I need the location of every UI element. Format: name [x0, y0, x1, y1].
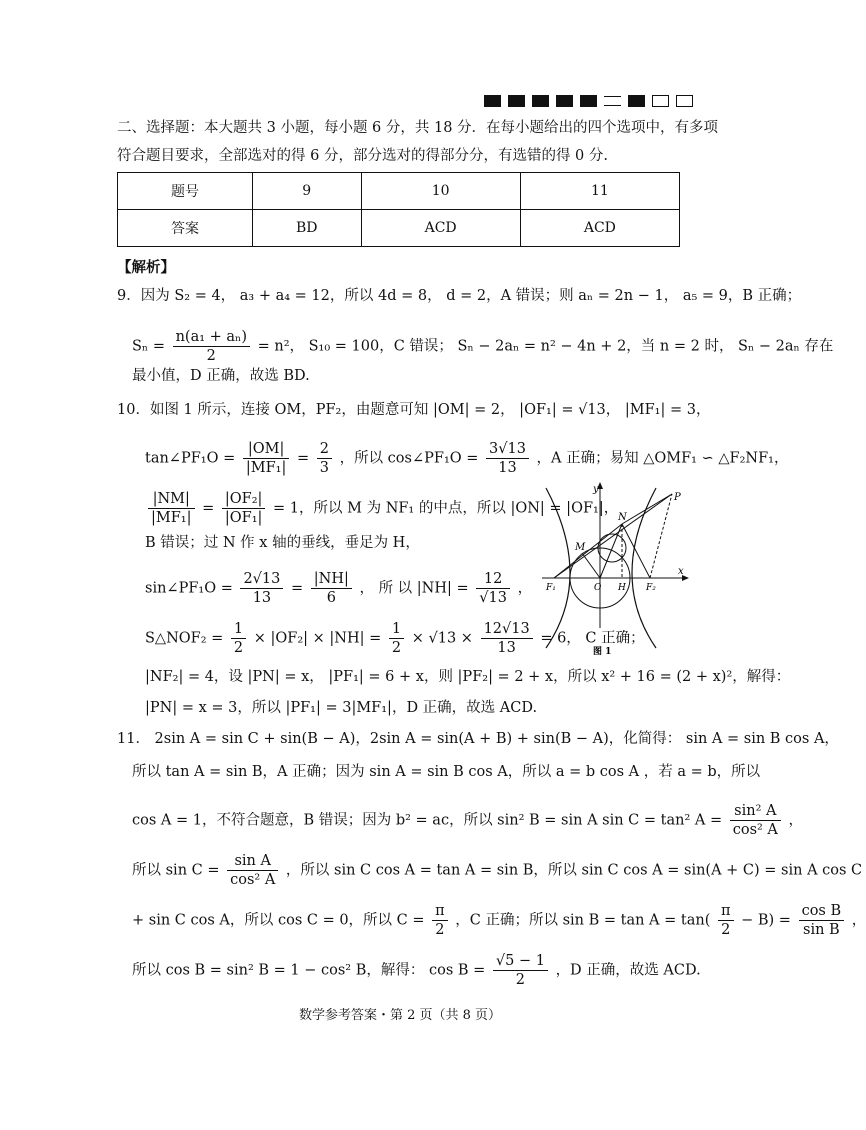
numerator: 1	[231, 620, 246, 639]
table-cell: 9	[253, 173, 362, 210]
q11-text: ，C 正确；所以 sin B = tan A = tan(	[455, 912, 711, 929]
fraction	[173, 328, 250, 365]
mark-filled	[628, 95, 645, 107]
q10-line7: |NF₂| = 4，设 |PN| = x， |PF₁| = 6 + x，则 |PF₂| = 2 + x，所以 x² + 16 = (2 + x)²，解得：	[145, 669, 791, 685]
numerator: √5 − 1	[493, 952, 548, 971]
q11-text: ，D 正确，故选 ACD.	[555, 962, 701, 979]
denominator: 2	[721, 922, 731, 938]
numerator: |OF₂|	[222, 490, 266, 509]
fraction	[311, 570, 352, 607]
label-x: x	[678, 566, 684, 577]
denominator: |OF₁|	[224, 510, 263, 526]
q10-text: S△NOF₂ =	[145, 630, 224, 647]
page-footer: 数学参考答案・第 2 页（共 8 页）	[298, 1008, 502, 1023]
numerator: 12√13	[481, 620, 533, 639]
mark-open	[676, 95, 693, 107]
q10-text: ，	[517, 580, 533, 597]
table-cell: 11	[520, 173, 679, 210]
mark-open	[652, 95, 669, 107]
q9-line3: 最小值，D 正确，故选 BD.	[132, 368, 310, 384]
fraction	[243, 440, 290, 477]
q11-text: + sin C cos A，所以 cos C = 0，所以 C =	[132, 912, 425, 929]
q11-line3	[132, 802, 803, 839]
q10-line8: |PN| = x = 3，所以 |PF₁| = 3|MF₁|，D 正确，故选 ACD.	[145, 700, 538, 716]
table-cell: ACD	[520, 210, 679, 247]
section-title-line1: 二、选择题：本大题共 3 小题，每小题 6 分，共 18 分．在每小题给出的四个选项中，有多项	[117, 120, 719, 136]
label-h: H	[618, 583, 626, 593]
label-n: N	[618, 512, 627, 523]
mark-filled	[508, 95, 525, 107]
table-cell: ACD	[361, 210, 520, 247]
fraction	[222, 490, 266, 527]
q11-text: 所以 sin C =	[132, 862, 220, 879]
q10-text: ，所以 cos∠PF₁O =	[339, 450, 479, 467]
denominator: |MF₁|	[245, 460, 287, 476]
q11-line5	[132, 902, 866, 939]
fraction	[493, 952, 548, 989]
denominator: cos² A	[732, 822, 778, 838]
analysis-label: 【解析】	[117, 259, 175, 276]
table-cell: 10	[361, 173, 520, 210]
q10-line1: 10．如图 1 所示，连接 OM，PF₂，由题意可知 |OM| = 2， |OF₁| = √13， |MF₁| = 3，	[117, 402, 711, 418]
line-n-f2	[622, 524, 650, 578]
q10-line2	[145, 440, 788, 477]
numerator: 1	[389, 620, 404, 639]
table-row	[118, 173, 680, 210]
numerator: sin² A	[730, 802, 781, 821]
numerator: 2√13	[240, 570, 283, 589]
numerator: n(a₁ + aₙ)	[173, 328, 250, 347]
denominator: 2	[206, 348, 216, 364]
q11-line2: 所以 tan A = sin B，A 正确；因为 sin A = sin B cos A，所以 a = b cos A ，若 a = b，所以	[132, 764, 761, 780]
denominator: 2	[435, 922, 445, 938]
q10-line5: sin∠PF₁O = $\frac{2√13}{13}$ = $\frac{|NH|}{6}$ ， 所 以 |NH| = $\frac{12}{√13}$ ，	[145, 571, 533, 606]
q10-text: ， 所 以 |NH| =	[359, 580, 469, 597]
q10-text: × √13 ×	[411, 630, 473, 647]
q10-text: = 6， C 正确；	[540, 630, 645, 647]
q11-line1: 11． 2sin A = sin C + sin(B − A)，2sin A = sin(A + B) + sin(B − A)，化简得： sin A = sin B cos A，	[117, 731, 839, 747]
mark-filled	[532, 95, 549, 107]
table-cell: BD	[253, 210, 362, 247]
q11-text: ，所以 sin C cos A = tan A = sin B，所以 sin C cos A = sin(A + C) = sin A cos C	[285, 862, 863, 879]
q10-text: tan∠PF₁O =	[145, 450, 236, 467]
section-title-line2: 符合题目要求，全部选对的得 6 分，部分选对的得部分分，有选错的得 0 分.	[117, 148, 608, 164]
line-o-m	[582, 553, 600, 578]
numerator: 3√13	[486, 440, 529, 459]
fraction	[486, 440, 529, 477]
q10-line4: B 错误；过 N 作 x 轴的垂线，垂足为 H，	[145, 535, 420, 551]
denominator: |MF₁|	[151, 510, 192, 526]
fraction	[476, 570, 510, 607]
q9-line1: 9．因为 S₂ = 4， a₃ + a₄ = 12，所以 4d = 8， d = 2，A 错误；则 aₙ = 2n − 1， a₅ = 9，B 正确；	[117, 288, 802, 304]
denominator: 2	[391, 640, 402, 656]
label-o: O	[594, 583, 602, 593]
q11-text: − B) =	[741, 912, 791, 929]
header-marks	[484, 94, 693, 108]
q11-text: ，	[851, 912, 866, 929]
label-y: y	[593, 484, 599, 495]
fraction	[148, 490, 195, 527]
numerator: cos B	[799, 902, 845, 921]
numerator: π	[432, 902, 448, 921]
denominator: sin B	[803, 922, 840, 938]
numerator: 2	[317, 440, 332, 459]
q9-line2	[132, 328, 833, 365]
q11-line4	[132, 852, 862, 889]
label-p: P	[674, 492, 681, 503]
mark-filled	[556, 95, 573, 107]
answer-table	[117, 172, 680, 247]
fraction	[227, 852, 278, 889]
q11-text: cos A = 1，不符合题意，B 错误；因为 b² = ac，所以 sin² B = sin A sin C = tan² A =	[132, 812, 723, 829]
q9-text: Sₙ =	[132, 338, 165, 355]
q11-line6	[132, 952, 701, 989]
denominator: cos² A	[230, 872, 276, 888]
numerator: π	[718, 902, 734, 921]
denominator: 13	[252, 590, 272, 606]
numerator: 12	[476, 570, 510, 589]
line-n-p	[622, 494, 672, 524]
line-f1-p	[554, 494, 672, 578]
fraction	[432, 902, 448, 939]
line-f2-p	[650, 494, 672, 578]
numerator: |OM|	[243, 440, 290, 459]
fraction	[240, 570, 283, 607]
q9-text: = n²， S₁₀ = 100，C 错误； Sₙ − 2aₙ = n² − 4n + 2，当 n = 2 时， Sₙ − 2aₙ 存在	[257, 338, 834, 355]
fraction	[730, 802, 781, 839]
numerator: sin A	[227, 852, 278, 871]
q10-text: × |OF₂| × |NH| =	[253, 630, 382, 647]
figure-caption: 图 1	[593, 647, 612, 657]
label-m: M	[575, 542, 586, 553]
hyperbola-figure	[532, 478, 690, 658]
label-f1: F₁	[546, 583, 556, 593]
mark-dash	[604, 96, 621, 106]
q10-text: = 1，所以 M 为 NF₁ 的中点，所以 |ON| = |OF₁|，	[273, 500, 619, 517]
q11-text: 所以 cos B = sin² B = 1 − cos² B，解得： cos B =	[132, 962, 486, 979]
fraction	[231, 620, 246, 657]
mark-filled	[580, 95, 597, 107]
numerator: |NM|	[148, 490, 195, 509]
q10-text: sin∠PF₁O =	[145, 580, 233, 597]
denominator: 6	[326, 590, 336, 606]
denominator: √13	[479, 590, 507, 606]
table-cell: 答案	[118, 210, 253, 247]
denominator: 13	[498, 460, 517, 476]
denominator: 3	[319, 460, 329, 476]
fraction	[799, 902, 845, 939]
mark-filled	[484, 95, 501, 107]
q10-text: ，A 正确；易知 △OMF₁ ∽ △F₂NF₁，	[536, 450, 789, 467]
q10-line3: $\frac{|NM|}{\text{|MF₁|}}$ = $\frac{\text{|OF₂|}}{\text{|OF₁|}}$ = 1，所以 M 为 NF₁ 的中点，所以 |ON| = |OF₁|，	[145, 490, 618, 527]
fraction	[389, 620, 404, 657]
fraction	[718, 902, 734, 939]
q10-text: =	[296, 450, 310, 467]
denominator: 2	[515, 972, 526, 988]
table-row	[118, 210, 680, 247]
numerator: |NH|	[311, 570, 352, 589]
denominator: 2	[233, 640, 244, 656]
fraction	[317, 440, 332, 477]
fraction	[481, 620, 533, 657]
q11-text: ，	[788, 812, 804, 829]
denominator: 13	[497, 640, 516, 656]
table-cell: 题号	[118, 173, 253, 210]
label-f2: F₂	[646, 583, 656, 593]
